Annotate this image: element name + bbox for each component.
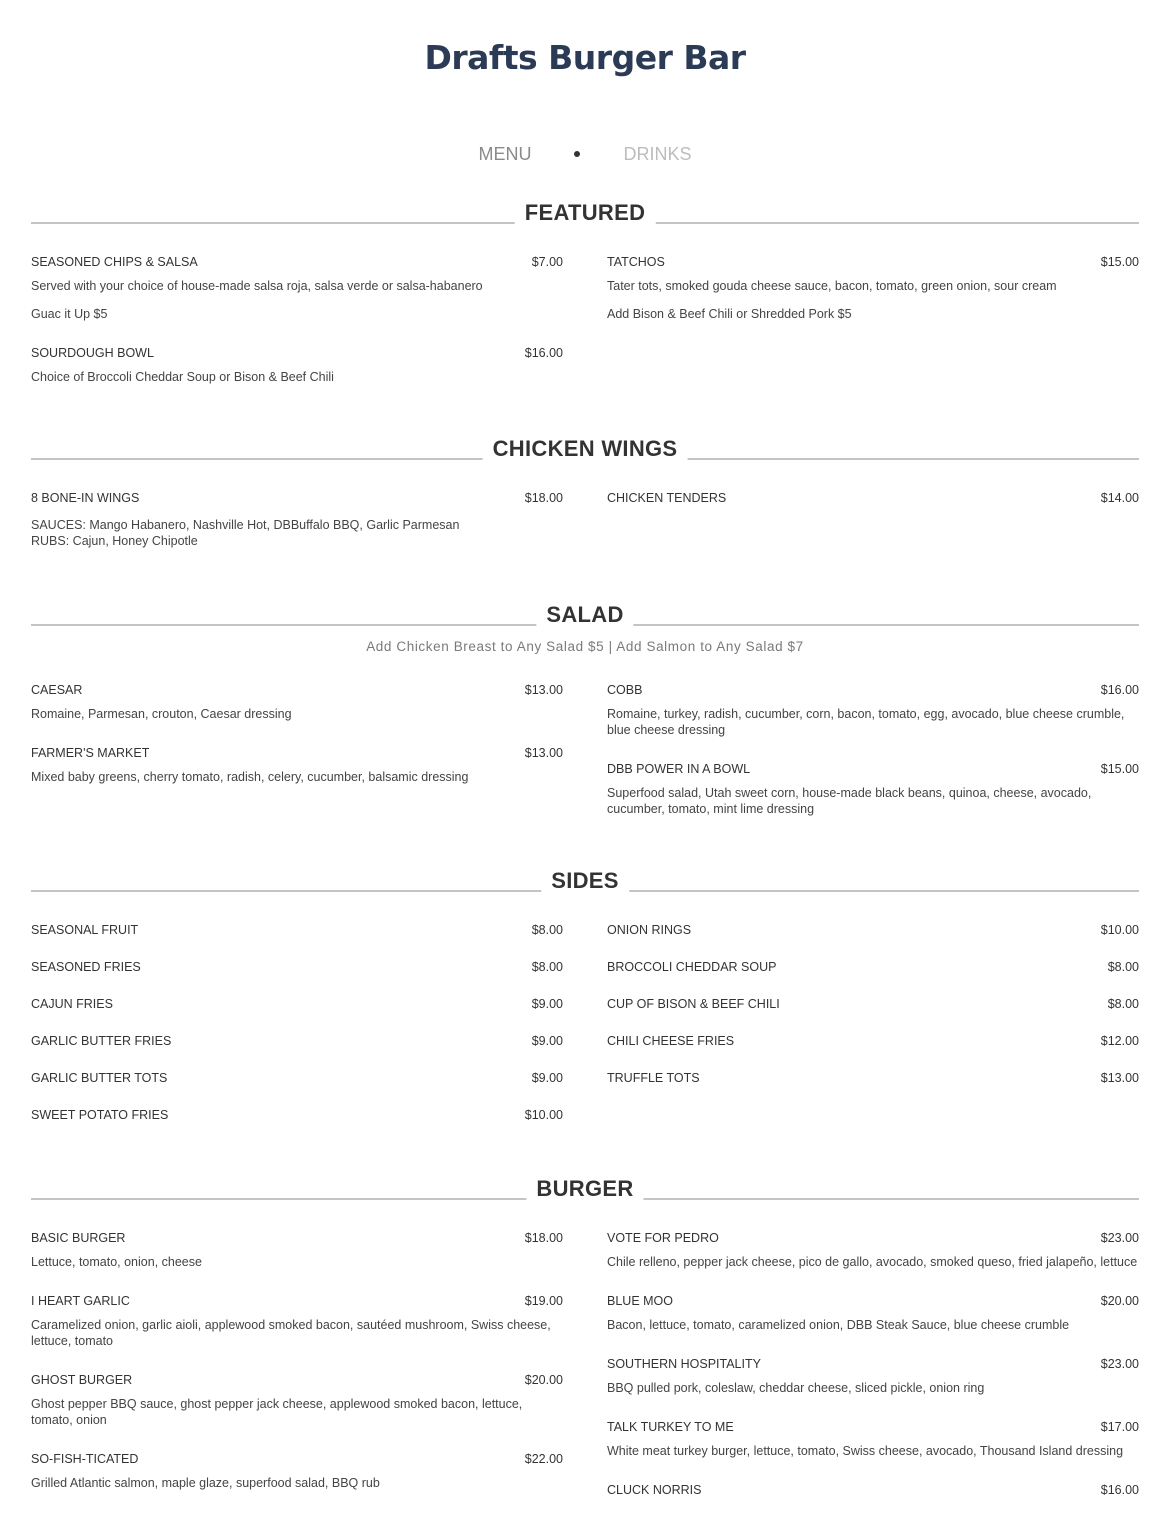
menu-column-left: [31, 1230, 563, 1521]
item-description: Romaine, turkey, radish, cucumber, corn, bacon, tomato, egg, avocado, blue cheese crumble, blue cheese dressing: [607, 707, 1125, 737]
item-price: $10.00: [1100, 923, 1139, 937]
item-price: $22.00: [524, 1452, 563, 1466]
item-price: $23.00: [1100, 1357, 1139, 1371]
menu-item: [31, 1230, 563, 1270]
item-price: $13.00: [524, 746, 563, 760]
item-description: Romaine, Parmesan, crouton, Caesar dressing: [31, 707, 292, 721]
page-title: Drafts Burger Bar: [424, 38, 746, 77]
menu-item: [607, 1230, 1139, 1270]
item-description: Superfood salad, Utah sweet corn, house-made black beans, quinoa, cheese, avocado, cucumber, tomato, mint lime dressing: [607, 786, 1092, 816]
menu-item: [31, 1107, 563, 1123]
menu-column-right: [607, 682, 1139, 840]
item-price: $13.00: [1100, 1071, 1139, 1085]
item-price: $16.00: [524, 346, 563, 360]
section-featured: [31, 200, 1139, 408]
section-header: [31, 436, 1139, 476]
menu-item: [607, 761, 1139, 817]
item-description: White meat turkey burger, lettuce, tomato, Swiss cheese, avocado, Thousand Island dressing: [607, 1444, 1124, 1458]
item-rubs: RUBS: Cajun, Honey Chipotle: [31, 534, 198, 548]
item-price: $16.00: [1100, 683, 1139, 697]
nav-separator-dot: [574, 151, 580, 157]
item-description: Ghost pepper BBQ sauce, ghost pepper jack cheese, applewood smoked bacon, lettuce, tomato, onion: [31, 1397, 523, 1427]
item-name: DBB POWER IN A BOWL: [607, 762, 751, 776]
menu-item: [607, 1482, 1139, 1498]
item-addon: Guac it Up $5: [31, 307, 108, 321]
tab-menu[interactable]: MENU: [478, 143, 532, 164]
section-salad: [31, 602, 1139, 840]
item-name: COBB: [607, 683, 643, 697]
menu-nav: [0, 142, 1170, 166]
item-name: TRUFFLE TOTS: [607, 1071, 700, 1085]
item-description: Bacon, lettuce, tomato, caramelized onion, DBB Steak Sauce, blue cheese crumble: [607, 1318, 1070, 1332]
menu-item: [31, 922, 563, 938]
section-header: [31, 200, 1139, 240]
item-name: CLUCK NORRIS: [607, 1483, 702, 1497]
item-name: GARLIC BUTTER FRIES: [31, 1034, 172, 1048]
item-price: $16.00: [1100, 1483, 1139, 1497]
menu-item: [31, 254, 563, 322]
menu-column-right: [607, 1230, 1139, 1521]
menu-item: [607, 922, 1139, 938]
menu-item: [607, 1419, 1139, 1459]
item-price: $14.00: [1100, 491, 1139, 505]
item-name: SO-FISH-TICATED: [31, 1452, 139, 1466]
section-title: SALAD: [536, 602, 633, 628]
menu-item: [607, 682, 1139, 738]
item-name: SEASONED FRIES: [31, 960, 141, 974]
menu-item: [607, 490, 1139, 506]
section-title: SIDES: [541, 868, 629, 894]
menu-item: [607, 1356, 1139, 1396]
item-name: CAJUN FRIES: [31, 997, 113, 1011]
section-header: [31, 602, 1139, 642]
item-name: ONION RINGS: [607, 923, 692, 937]
item-price: $9.00: [531, 997, 563, 1011]
menu-item: [607, 1033, 1139, 1049]
item-price: $17.00: [1100, 1420, 1139, 1434]
tab-drinks[interactable]: DRINKS: [623, 143, 692, 164]
item-name: SEASONED CHIPS & SALSA: [31, 255, 198, 269]
item-description: Mixed baby greens, cherry tomato, radish, celery, cucumber, balsamic dressing: [31, 770, 469, 784]
item-price: $8.00: [1107, 997, 1139, 1011]
item-description: Lettuce, tomato, onion, cheese: [31, 1255, 202, 1269]
item-price: $15.00: [1100, 762, 1139, 776]
item-name: BROCCOLI CHEDDAR SOUP: [607, 960, 777, 974]
item-price: $8.00: [1107, 960, 1139, 974]
menu-column-right: [607, 922, 1139, 1144]
item-price: $20.00: [524, 1373, 563, 1387]
menu-item: [607, 996, 1139, 1012]
item-name: SOUTHERN HOSPITALITY: [607, 1357, 761, 1371]
item-description: Grilled Atlantic salmon, maple glaze, superfood salad, BBQ rub: [31, 1476, 380, 1490]
item-description: Chile relleno, pepper jack cheese, pico de gallo, avocado, smoked queso, fried jalapeño, lettuce: [607, 1255, 1138, 1269]
item-name: CHICKEN TENDERS: [607, 491, 727, 505]
item-price: $19.00: [524, 1294, 563, 1308]
menu-column-left: [31, 254, 563, 408]
section-burger: [31, 1176, 1139, 1521]
menu-item: [31, 1372, 563, 1428]
item-name: CUP OF BISON & BEEF CHILI: [607, 997, 780, 1011]
item-name: SEASONAL FRUIT: [31, 923, 139, 937]
item-price: $18.00: [524, 491, 563, 505]
item-name: TATCHOS: [607, 255, 665, 269]
menu-item: [31, 1451, 563, 1491]
section-chicken-wings: [31, 436, 1139, 572]
section-header: [31, 868, 1139, 908]
menu-item: [607, 254, 1139, 322]
menu-item: [31, 490, 563, 549]
item-price: $15.00: [1100, 255, 1139, 269]
item-description: Tater tots, smoked gouda cheese sauce, bacon, tomato, green onion, sour cream: [607, 279, 1057, 293]
item-price: $10.00: [524, 1108, 563, 1122]
menu-item: [31, 745, 563, 785]
item-name: BLUE MOO: [607, 1294, 673, 1308]
menu-item: [31, 1070, 563, 1086]
menu-item: [607, 1070, 1139, 1086]
item-name: GHOST BURGER: [31, 1373, 133, 1387]
item-description: Served with your choice of house-made salsa roja, salsa verde or salsa-habanero: [31, 279, 483, 293]
item-price: $8.00: [531, 960, 563, 974]
item-name: 8 BONE-IN WINGS: [31, 491, 140, 505]
item-price: $9.00: [531, 1071, 563, 1085]
section-header: [31, 1176, 1139, 1216]
item-name: FARMER'S MARKET: [31, 746, 150, 760]
item-name: SOURDOUGH BOWL: [31, 346, 154, 360]
item-price: $23.00: [1100, 1231, 1139, 1245]
menu-item: [31, 959, 563, 975]
menu-item: [31, 345, 563, 385]
item-name: GARLIC BUTTER TOTS: [31, 1071, 168, 1085]
item-price: $12.00: [1100, 1034, 1139, 1048]
item-price: $18.00: [524, 1231, 563, 1245]
item-sauces: SAUCES: Mango Habanero, Nashville Hot, DBBuffalo BBQ, Garlic Parmesan: [31, 518, 460, 532]
menu-column-left: [31, 682, 563, 840]
item-description: BBQ pulled pork, coleslaw, cheddar cheese, sliced pickle, onion ring: [607, 1381, 985, 1395]
section-sides: [31, 868, 1139, 1144]
item-price: $7.00: [531, 255, 563, 269]
item-price: $13.00: [524, 683, 563, 697]
item-description: Caramelized onion, garlic aioli, applewood smoked bacon, sautéed mushroom, Swiss cheese, lettuce, tomato: [31, 1318, 551, 1348]
section-title: BURGER: [526, 1176, 643, 1202]
section-title: FEATURED: [515, 200, 656, 226]
item-addon: Add Bison & Beef Chili or Shredded Pork $5: [607, 307, 852, 321]
item-name: TALK TURKEY TO ME: [607, 1420, 734, 1434]
menu-item: [607, 1293, 1139, 1333]
menu-item: [607, 959, 1139, 975]
menu-item: [31, 1293, 563, 1349]
section-title: CHICKEN WINGS: [483, 436, 688, 462]
item-name: BASIC BURGER: [31, 1231, 126, 1245]
item-name: I HEART GARLIC: [31, 1294, 130, 1308]
menu-column-left: [31, 922, 563, 1144]
item-description: Choice of Broccoli Cheddar Soup or Bison & Beef Chili: [31, 370, 334, 384]
item-price: $20.00: [1100, 1294, 1139, 1308]
item-price: $9.00: [531, 1034, 563, 1048]
menu-column-left: [31, 490, 563, 572]
item-price: $8.00: [531, 923, 563, 937]
item-name: CHILI CHEESE FRIES: [607, 1034, 735, 1048]
item-name: VOTE FOR PEDRO: [607, 1231, 719, 1245]
item-name: CAESAR: [31, 683, 83, 697]
item-name: SWEET POTATO FRIES: [31, 1108, 169, 1122]
menu-column-right: [607, 254, 1139, 408]
menu-item: [31, 996, 563, 1012]
menu-item: [31, 682, 563, 722]
menu-column-right: [607, 490, 1139, 572]
menu-item: [31, 1033, 563, 1049]
section-note: Add Chicken Breast to Any Salad $5 | Add Salmon to Any Salad $7: [366, 639, 804, 654]
